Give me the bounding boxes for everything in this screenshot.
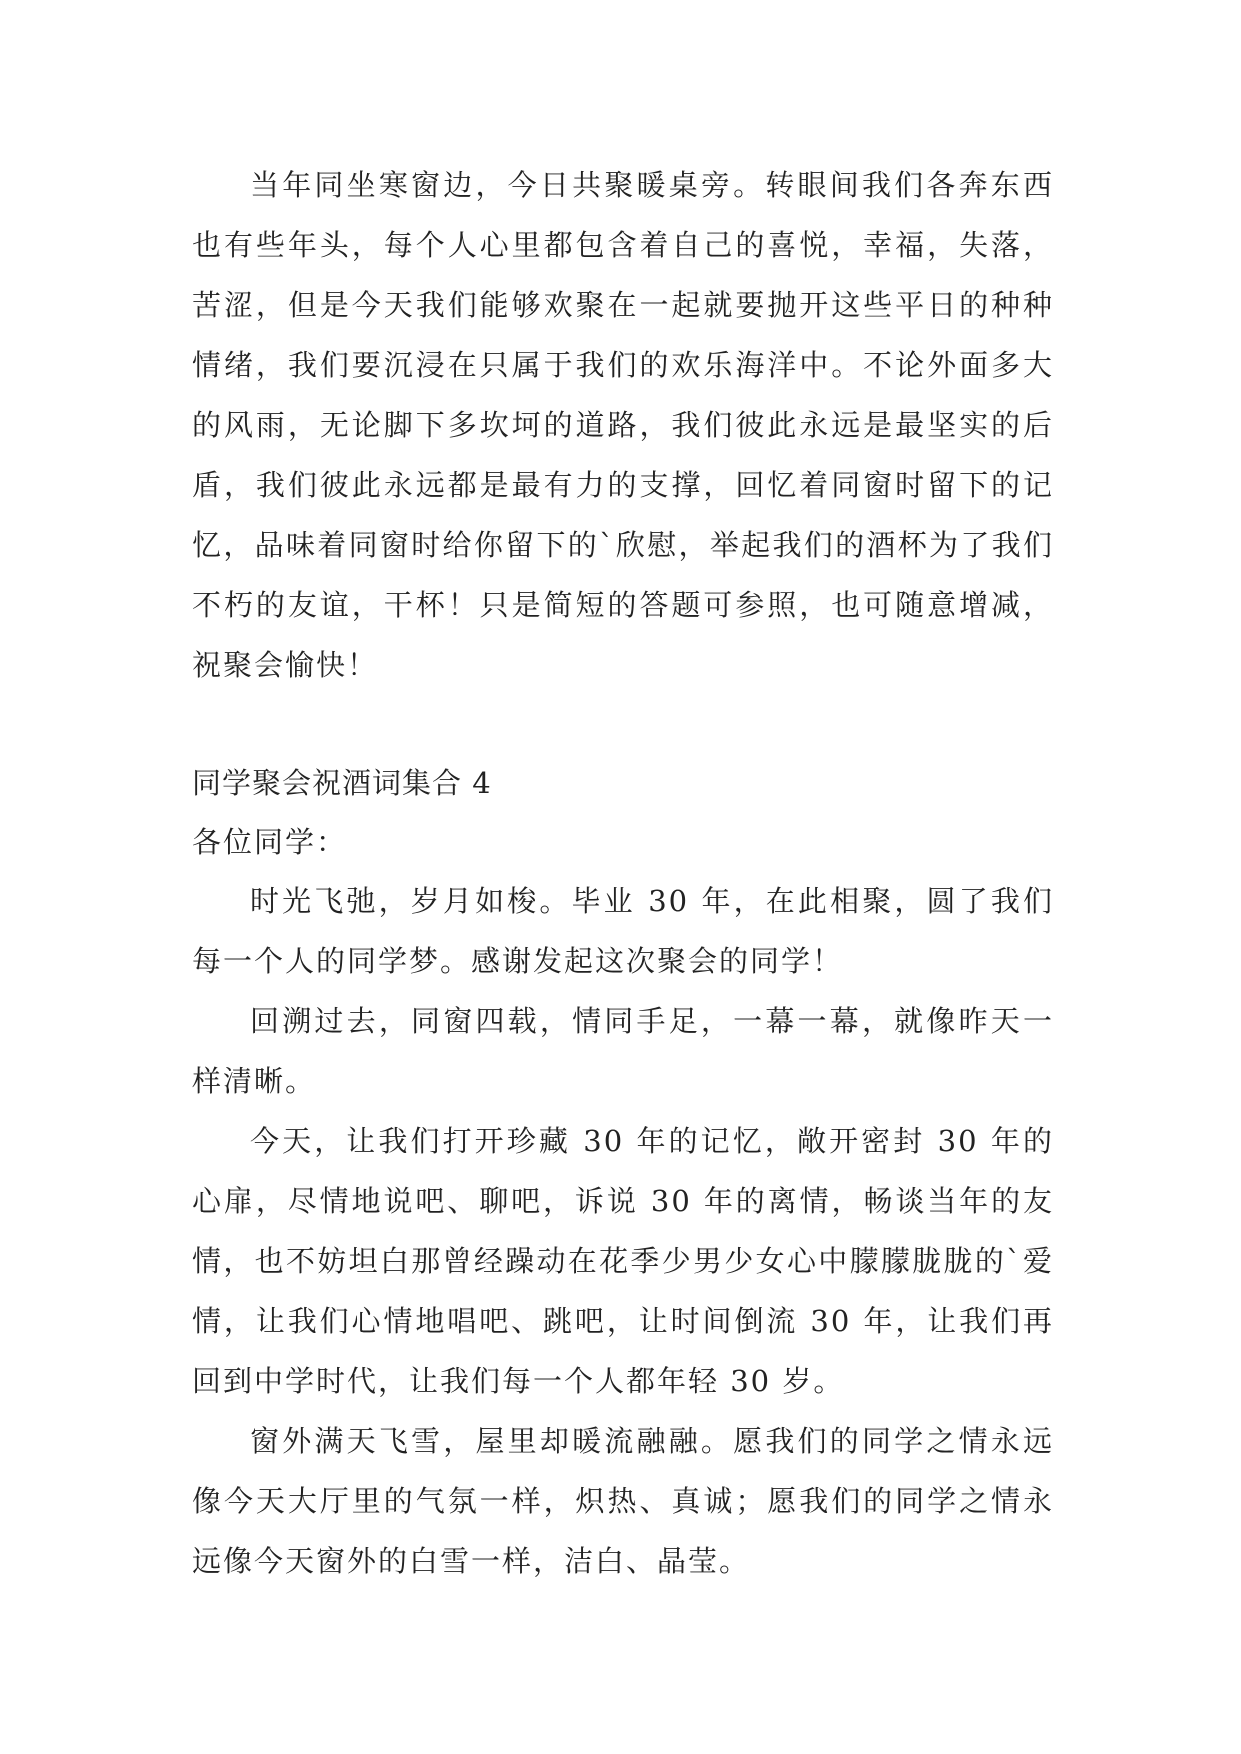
document-page [192,155,1054,1591]
section-title: 同学聚会祝酒词集合 4 [192,766,492,800]
salutation: 各位同学： [192,825,348,859]
body-paragraph: 时光飞弛，岁月如梭。毕业 30 年，在此相聚，圆了我们每一个人的同学梦。感谢发起这次聚会的同学！ [192,884,1054,978]
body-paragraph: 当年同坐寒窗边，今日共聚暖桌旁。转眼间我们各奔东西也有些年头，每个人心里都包含着自己的喜悦，幸福，失落，苦涩，但是今天我们能够欢聚在一起就要抛开这些平日的种种情绪，我们要沉浸在只属于我们的欢乐海洋中。不论外面多大的风雨，无论脚下多坎坷的道路，我们彼此永远是最坚实的后盾，我们彼此永远都是最有力的支撑，回忆着同窗时留下的记忆，品味着同窗时给你留下的`欣慰，举起我们的酒杯为了我们不朽的友谊，干杯！只是简短的答题可参照，也可随意增减，祝聚会愉快！ [192,168,1054,682]
section-gap [192,695,1054,753]
body-paragraph: 窗外满天飞雪，屋里却暖流融融。愿我们的同学之情永远像今天大厅里的气氛一样，炽热、真诚；愿我们的同学之情永远像今天窗外的白雪一样，洁白、晶莹。 [192,1424,1054,1578]
body-paragraph: 回溯过去，同窗四载，情同手足，一幕一幕，就像昨天一样清晰。 [192,1004,1054,1098]
body-paragraph: 今天，让我们打开珍藏 30 年的记忆，敞开密封 30 年的心扉，尽情地说吧、聊吧，诉说 30 年的离情，畅谈当年的友情，也不妨坦白那曾经躁动在花季少男少女心中朦朦胧胧的`爱情，让我们心情地唱吧、跳吧，让时间倒流 30 年，让我们再回到中学时代，让我们每一个人都年轻 30 岁。 [192,1124,1054,1398]
